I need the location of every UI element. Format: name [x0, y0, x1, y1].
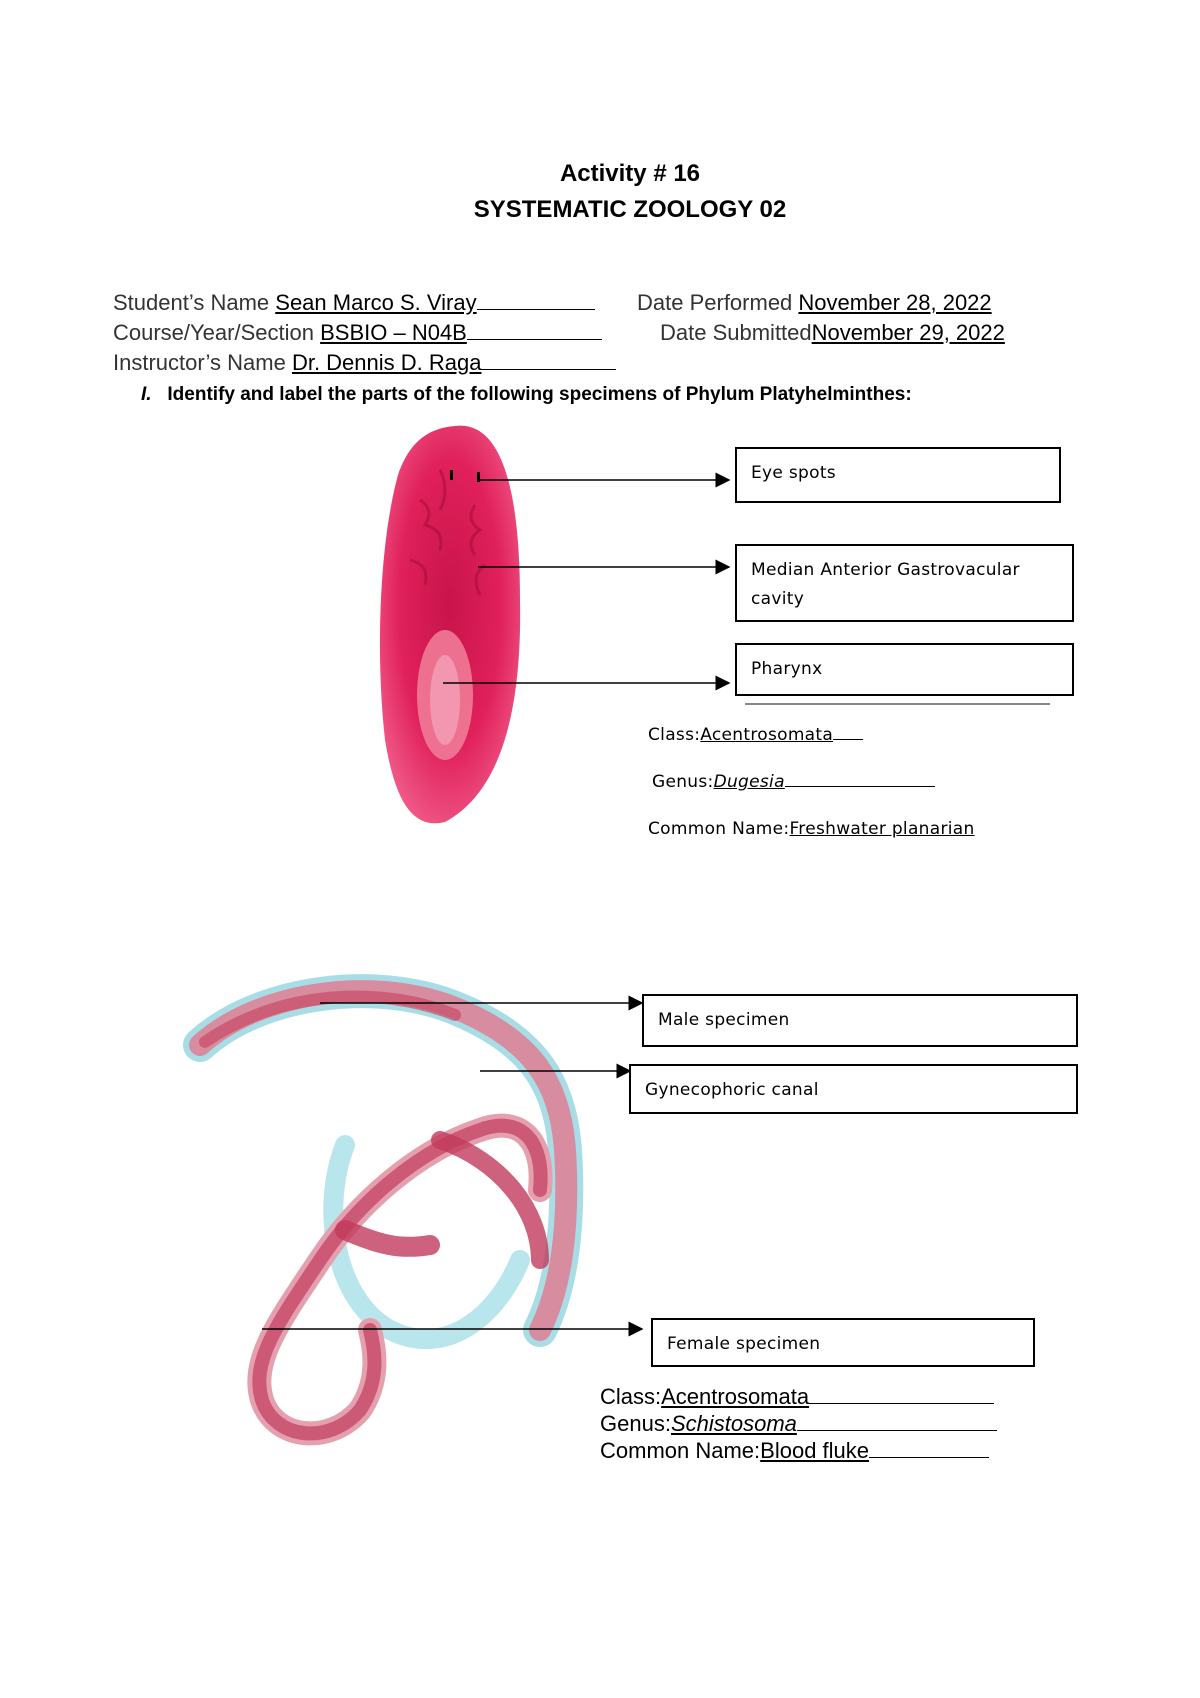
planarian-genus-row [652, 772, 935, 792]
fluke-common-value: Blood fluke [760, 1438, 870, 1463]
instructor-label: Instructor’s Name [113, 350, 286, 375]
label-box-gastrovascular-cavity: Median Anterior Gastrovacular cavity [735, 544, 1074, 622]
label-box-gynecophoric-canal: Gynecophoric canal [629, 1064, 1078, 1114]
planarian-common-label: Common Name: [648, 819, 790, 839]
fluke-class-value: Acentrosomata [661, 1384, 810, 1409]
fluke-genus-row [600, 1411, 997, 1437]
label-box-pharynx: Pharynx [735, 643, 1074, 696]
date-performed-label: Date Performed [637, 290, 793, 315]
planarian-class-value: Acentrosomata [700, 725, 834, 745]
planarian-genus-value: Dugesia [713, 772, 785, 792]
eye-spot-left [450, 470, 453, 480]
planarian-class-label: Class: [648, 725, 701, 745]
activity-title: Activity # 16 [559, 160, 701, 187]
instructor-value: Dr. Dennis D. Raga [291, 350, 482, 375]
planarian-common-row [648, 819, 975, 839]
planarian-class-row [648, 725, 863, 745]
planarian-genus-label: Genus: [652, 772, 714, 792]
instruction-text: Identify and label the parts of the following specimens of Phylum Platyhelminthes: [167, 384, 912, 405]
fluke-common-row [600, 1438, 989, 1464]
course-title: SYSTEMATIC ZOOLOGY 02 [473, 196, 787, 223]
date-submitted-value: November 29, 2022 [811, 320, 1005, 345]
planarian-specimen [380, 426, 520, 824]
label-box-eye-spots: Eye spots [735, 447, 1061, 503]
date-submitted-label: Date Submitted [660, 320, 812, 345]
fluke-class-label: Class: [600, 1384, 662, 1409]
date-performed-value: November 28, 2022 [798, 290, 992, 315]
label-box-male-specimen: Male specimen [642, 994, 1078, 1047]
label-box-female-specimen: Female specimen [651, 1318, 1035, 1367]
fluke-genus-label: Genus: [600, 1411, 671, 1436]
fluke-common-label: Common Name: [600, 1438, 761, 1463]
fluke-class-row [600, 1384, 994, 1410]
student-name-label: Student’s Name [113, 290, 270, 315]
schistosoma-specimen [200, 991, 566, 1433]
section-label: Course/Year/Section [113, 320, 314, 345]
student-name-value: Sean Marco S. Viray [275, 290, 477, 315]
planarian-common-value: Freshwater planarian [789, 819, 975, 839]
fluke-genus-value: Schistosoma [670, 1411, 797, 1436]
instruction-number: I. [141, 384, 152, 405]
section-value: BSBIO – N04B [320, 320, 467, 345]
